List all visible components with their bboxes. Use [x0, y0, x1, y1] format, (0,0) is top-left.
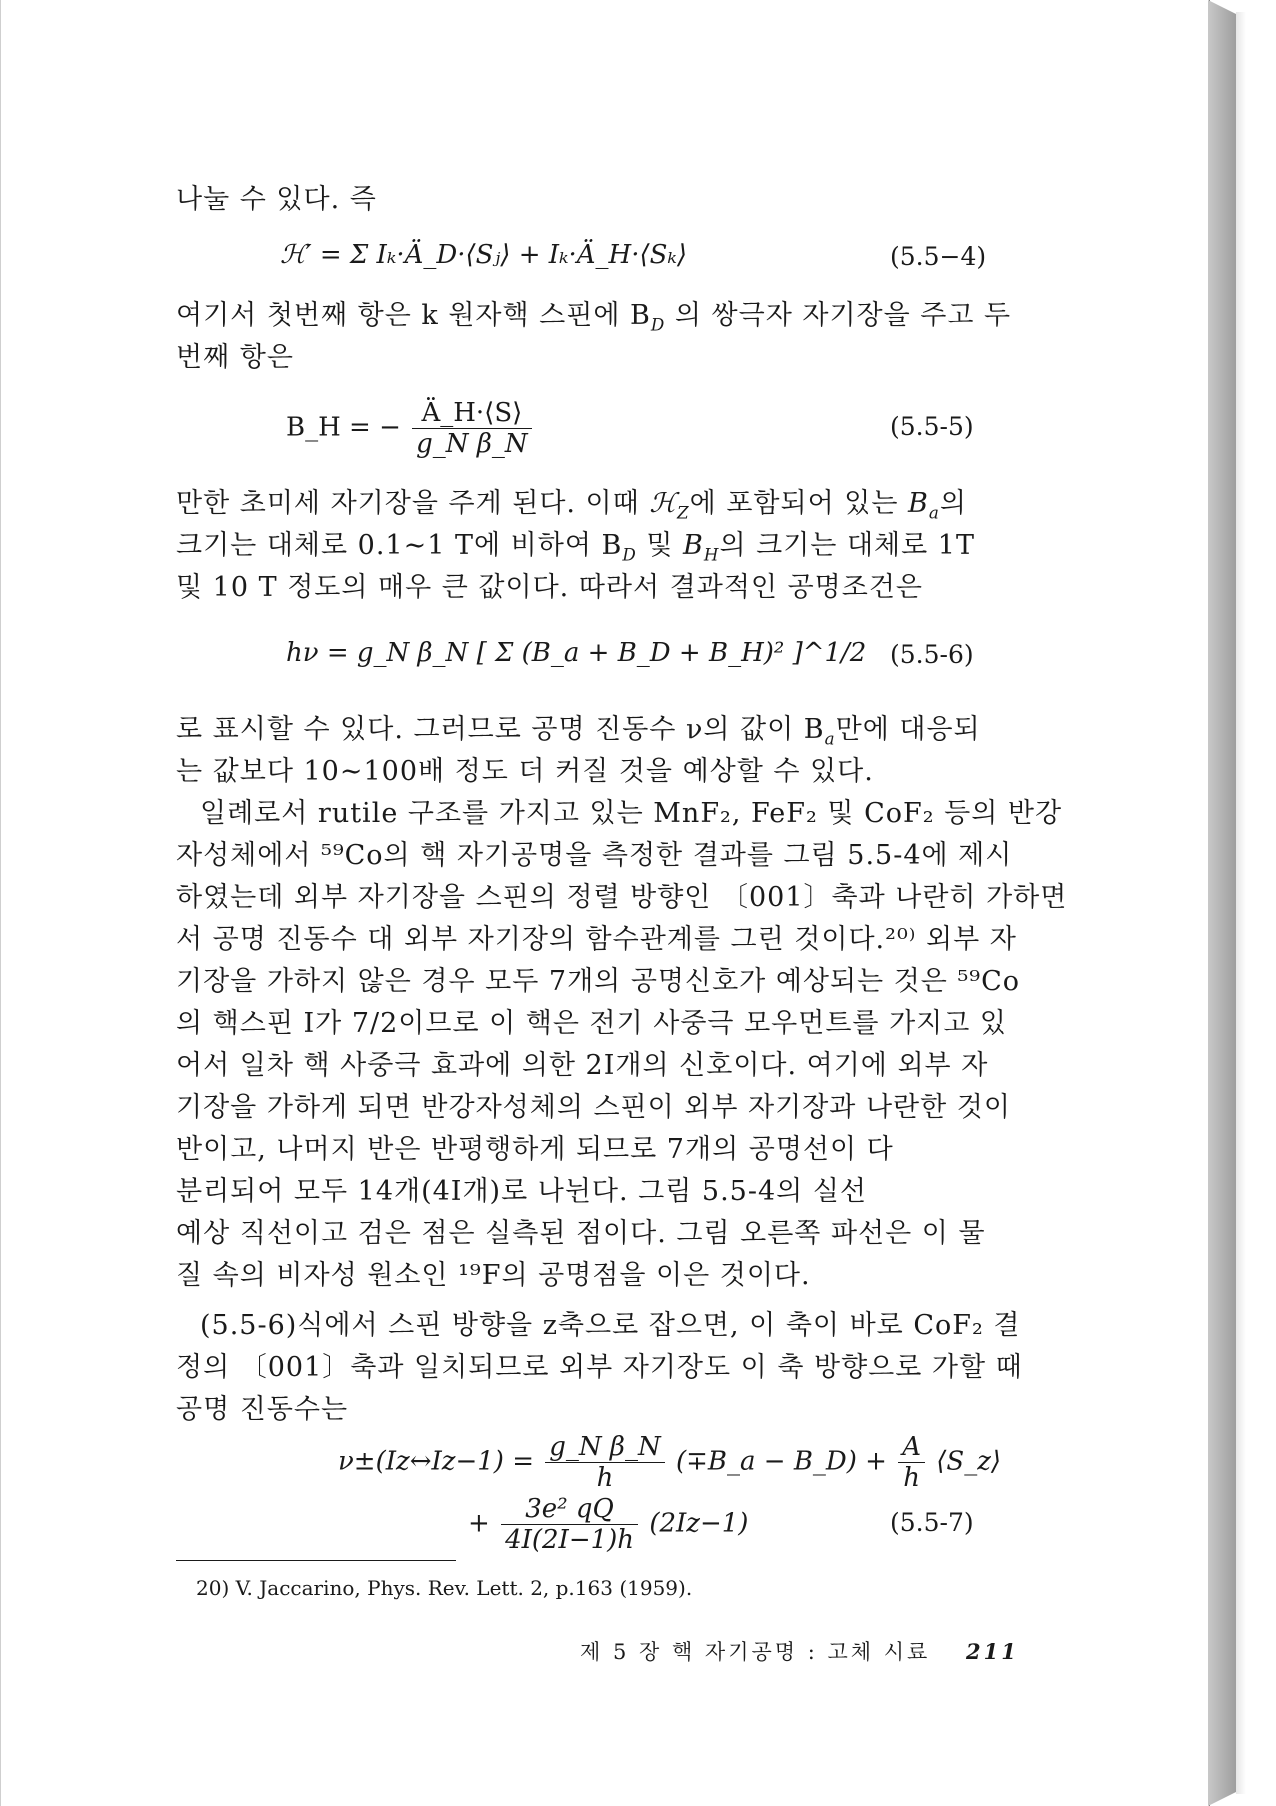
- page-stack-edge: [1208, 0, 1236, 1806]
- text-line: 번째 항은: [176, 342, 294, 373]
- text-line: 서 공명 진동수 대 외부 자기장의 함수관계를 그린 것이다.²⁰⁾ 외부 자: [176, 924, 1017, 955]
- equation-5-5-7-line-1: [338, 1432, 1001, 1493]
- numerator: A: [898, 1432, 925, 1463]
- text-line: 는 값보다 10∼100배 정도 더 커질 것을 예상할 수 있다.: [176, 756, 874, 787]
- text-line: 로 표시할 수 있다. 그러므로 공명 진동수 ν의 값이 $B_a$만에 대응되: [176, 714, 981, 749]
- denominator: g_N β_N: [416, 429, 528, 459]
- equation-lhs: ν±(Iz↔Iz−1) =: [338, 1446, 534, 1477]
- text-line: 예상 직선이고 검은 점은 실측된 점이다. 그림 오른쪽 파선은 이 물: [176, 1218, 986, 1249]
- text-line: (5.5-6)식에서 스핀 방향을 z축으로 잡으면, 이 축이 바로 CoF₂ 결: [200, 1310, 1021, 1341]
- equation-number: (5.5-7): [890, 1508, 974, 1537]
- text-segment: 만한 초미세 자기장을 주게 된다. 이때: [176, 488, 640, 519]
- equation-lhs: B_H = −: [286, 412, 401, 443]
- fraction: [412, 398, 531, 459]
- denominator: h: [903, 1463, 920, 1493]
- text-line: 일례로서 rutile 구조를 가지고 있는 MnF₂, FeF₂ 및 CoF₂ 등의 반강: [200, 798, 1063, 829]
- text-line: 공명 진동수는: [176, 1394, 349, 1425]
- numerator: 3e² qQ: [501, 1494, 638, 1525]
- denominator: h: [596, 1463, 614, 1493]
- text-line: 기장을 가하게 되면 반강자성체의 스핀이 외부 자기장과 나란한 것이: [176, 1092, 1011, 1123]
- text-line: 질 속의 비자성 원소인 ¹⁹F의 공명점을 이은 것이다.: [176, 1260, 811, 1291]
- text-line: 반이고, 나머지 반은 반평행하게 되므로 7개의 공명선이 다: [176, 1134, 894, 1165]
- text-line: 만한 초미세 자기장을 주게 된다. 이때 ℋ$_Z$에 포함되어 있는 $B_a$의: [176, 488, 967, 523]
- text-line: 크기는 대체로 0.1∼1 T에 비하여 $B_D$ 및 $B_H$의 크기는 대체로 1T: [176, 530, 975, 565]
- fraction: [898, 1432, 925, 1493]
- text-line: 나눌 수 있다. 즉: [176, 184, 377, 215]
- text-segment: 의 쌍극자 자기장을 주고 두: [674, 300, 1012, 331]
- text-line: 의 핵스핀 I가 7/2이므로 이 핵은 전기 사중극 모우먼트를 가지고 있: [176, 1008, 1007, 1039]
- equation-term: +: [468, 1508, 490, 1539]
- equation-number: (5.5-5): [890, 412, 974, 441]
- page-shadow: [1236, 12, 1246, 1794]
- text-line: 여기서 첫번째 항은 k 원자핵 스핀에 $B_D$ 의 쌍극자 자기장을 주고 두: [176, 300, 1012, 335]
- equation-number: (5.5−4): [890, 242, 987, 271]
- text-line: 자성체에서 ⁵⁹Co의 핵 자기공명을 측정한 결과를 그림 5.5-4에 제시: [176, 840, 1013, 871]
- footnote: 20) V. Jaccarino, Phys. Rev. Lett. 2, p.163 (1959).: [196, 1576, 693, 1600]
- equation-5-5-6: hν = g_N β_N [ Σ (B_a + B_D + B_H)² ]^1/2: [286, 638, 867, 668]
- equation-term: (∓B_a − B_D) +: [675, 1446, 887, 1477]
- page-footer: [580, 1636, 1019, 1666]
- equation-5-5-4: ℋ′ = Σ Iₖ·Ä_D·⟨Sⱼ⟩ + Iₖ·Ä_H·⟨Sₖ⟩: [280, 240, 688, 270]
- text-line: 하였는데 외부 자기장을 스핀의 정렬 방향인 〔001〕축과 나란히 가하면: [176, 882, 1068, 913]
- chapter-title: 제 5 장 핵 자기공명 : 고체 시료: [580, 1640, 931, 1664]
- text-segment: 크기는 대체로 0.1∼1 T에 비하여 B: [176, 530, 623, 561]
- equation-5-5-7-line-2: [468, 1494, 748, 1555]
- denominator: 4I(2I−1)h: [505, 1525, 635, 1555]
- text-segment: 의 크기는 대체로 1T: [719, 530, 975, 561]
- text-line: 정의 〔001〕축과 일치되므로 외부 자기장도 이 축 방향으로 가할 때: [176, 1352, 1023, 1383]
- text-line: 및 10 T 정도의 매우 큰 값이다. 따라서 결과적인 공명조건은: [176, 572, 923, 603]
- footnote-rule: [176, 1560, 456, 1561]
- numerator: Ä_H·⟨S⟩: [412, 398, 531, 429]
- text-segment: 로 표시할 수 있다. 그러므로 공명 진동수 ν의 값이 B: [176, 714, 825, 745]
- text-segment: 만에 대응되: [835, 714, 981, 745]
- fraction: [501, 1494, 638, 1555]
- text-segment: 에 포함되어 있는: [689, 488, 899, 519]
- equation-term: (2Iz−1): [649, 1508, 749, 1539]
- text-segment: 여기서 첫번째 항은 k 원자핵 스핀에 B: [176, 300, 651, 331]
- text-segment: 및: [646, 530, 674, 561]
- numerator: g_N β_N: [545, 1432, 664, 1463]
- fraction: [545, 1432, 664, 1493]
- page-number: 211: [966, 1639, 1019, 1664]
- text-line: 기장을 가하지 않은 경우 모두 7개의 공명신호가 예상되는 것은 ⁵⁹Co: [176, 966, 1021, 997]
- text-line: 어서 일차 핵 사중극 효과에 의한 2I개의 신호이다. 여기에 외부 자: [176, 1050, 989, 1081]
- equation-term: ⟨S_z⟩: [936, 1446, 1002, 1477]
- equation-5-5-5: [286, 398, 535, 459]
- text-segment: 의: [939, 488, 967, 519]
- equation-number: (5.5-6): [890, 640, 974, 669]
- text-line: 분리되어 모두 14개(4I개)로 나뉜다. 그림 5.5-4의 실선: [176, 1176, 867, 1207]
